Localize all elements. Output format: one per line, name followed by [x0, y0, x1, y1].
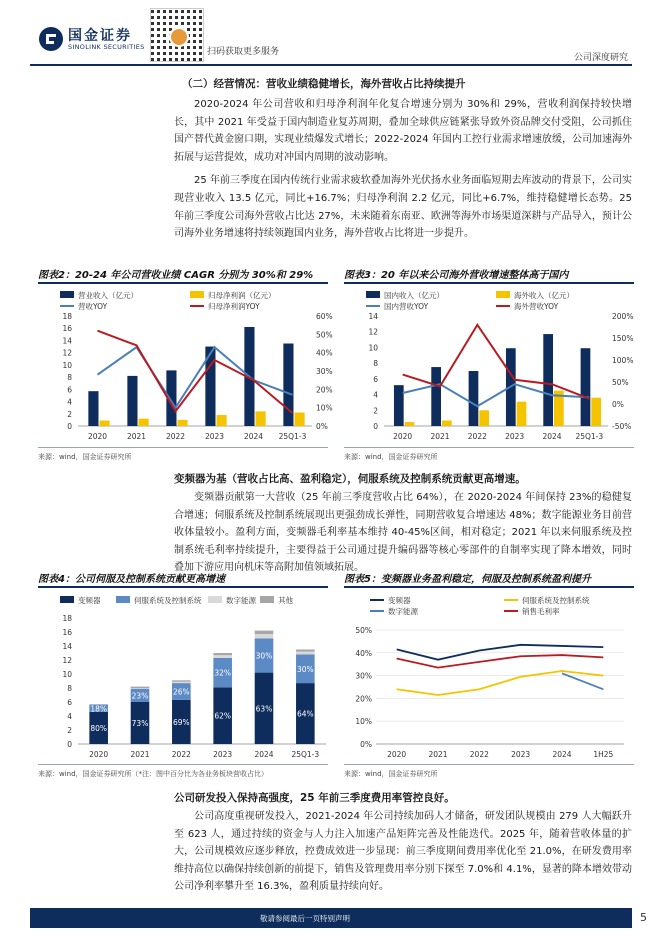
data-label: 26%: [172, 687, 190, 697]
data-label: 63%: [255, 704, 273, 714]
y2-tick-label: 0%: [316, 422, 328, 431]
page-number: 5: [640, 911, 647, 924]
x-tick-label: 2020: [387, 750, 407, 759]
x-tick-label: 1H25: [593, 750, 614, 759]
legend-label: 国内营收YOY: [384, 302, 429, 311]
series-line: [397, 671, 604, 695]
legend-swatch: [190, 291, 204, 298]
legend-swatch: [496, 291, 510, 298]
figure-source: 来源：wind，国金证券研究所: [344, 453, 438, 461]
series-line: [98, 347, 293, 408]
y2-tick-label: 150%: [612, 334, 634, 343]
legend-swatch: [60, 596, 74, 603]
legend-label: 海外收入（亿元）: [514, 291, 574, 300]
legend-label: 归母净利润YOY: [208, 302, 260, 311]
brand-logo: [38, 26, 64, 52]
paragraph: 变频器贡献第一大营收（25 年前三季度营收占比 64%），在 2020-2024 年间保持 23%的稳健复合增速；伺服系统及控制系统展现出更强劲成长弹性，同期营收复合增速达 48%；数字能源业务目前营收体量较小。盈利方面，变频器毛利率基本维持 40-45%区间，相对稳定；2021 年以来伺服系统及控制系统毛利率持续提升，主要得益于公司通过提升编码器等核心零部件的自制率实现了降本增效，同时叠加下游应用向机床等高附加值领域拓展。: [174, 492, 632, 574]
bar: [442, 421, 452, 427]
y-tick-label: 2: [67, 726, 72, 735]
y-tick-label: 16: [62, 628, 72, 637]
y2-tick-label: 30%: [316, 367, 333, 376]
legend-label: 国内收入（亿元）: [384, 291, 444, 300]
legend-swatch: [60, 291, 74, 298]
y-tick-label: 12: [62, 656, 72, 665]
bar: [517, 402, 527, 426]
legend-label: 海外营收YOY: [514, 302, 559, 311]
y-tick-label: 30%: [355, 671, 372, 681]
x-tick-label: 2024: [542, 432, 562, 441]
figure-bottom-rule: [38, 447, 328, 448]
chart-fig4: [38, 590, 338, 762]
y2-tick-label: 10%: [316, 403, 333, 413]
section-body: [174, 808, 632, 902]
legend-label: 营收YOY: [78, 302, 108, 311]
paragraph: 2020-2024 年公司营收和归母净利润年化复合增速分别为 30%和 29%，营收利润保持较快增长，其中 2021 年受益于国内制造业复苏周期，叠加全球供应链紧张导致外资品牌交付受阻，公司抓住国产替代黄金窗口期，实现业绩爆发式增长；2022-2024 年国内工控行业需求增速放缓，公司加速海外拓展与运营提效，成功对冲国内周期的波动影响。: [174, 99, 632, 163]
stacked-bar-segment: [296, 652, 315, 655]
y-tick-label: 2: [373, 406, 378, 416]
legend-swatch: [116, 596, 130, 603]
data-label: 80%: [90, 723, 108, 733]
x-tick-label: 2024: [243, 432, 264, 441]
x-tick-label: 2022: [171, 750, 191, 759]
section-heading: 变频器为基（营收占比高、盈利稳定），伺服系统及控制系统贡献更高增速。: [174, 473, 526, 485]
y-tick-label: 8: [373, 359, 378, 369]
report-type: 公司深度研究: [574, 53, 629, 63]
data-label: 73%: [131, 719, 149, 728]
figure-title: 图表5：变频器业务盈利稳定，伺服及控制系统盈利提升: [344, 574, 591, 585]
legend-swatch: [366, 291, 380, 298]
y-tick-label: 10: [368, 343, 378, 353]
figure-title: 图表2：20-24 年公司营收业绩 CAGR 分别为 30%和 29%: [38, 270, 314, 281]
bar: [469, 371, 479, 426]
section-body: [174, 489, 632, 583]
data-label: 64%: [296, 709, 314, 719]
y-tick-label: 16: [62, 324, 72, 334]
stacked-bar-segment: [131, 687, 150, 688]
stacked-bar-segment: [255, 634, 274, 638]
bar: [217, 415, 227, 426]
y-tick-label: 12: [368, 327, 378, 337]
y-tick-label: 12: [62, 348, 72, 358]
x-tick-label: 2023: [204, 432, 225, 441]
x-tick-label: 2020: [89, 750, 109, 759]
x-tick-label: 2022: [469, 750, 489, 759]
bar: [100, 421, 110, 427]
y-tick-label: 8: [67, 373, 72, 383]
stacked-bar-segment: [131, 688, 150, 689]
chart-fig3: [344, 286, 644, 444]
x-tick-label: 2024: [254, 750, 274, 759]
figure-rule: [38, 282, 328, 284]
data-label: 30%: [296, 664, 314, 674]
legend-label: 变频器: [388, 596, 411, 605]
figure-title: 图表3：20 年以来公司海外营收增速整体高于国内: [344, 270, 569, 281]
y-tick-label: 14: [62, 642, 72, 651]
y-tick-label: 20%: [355, 694, 372, 704]
figure-bottom-rule: [344, 764, 634, 765]
x-tick-label: 2021: [428, 750, 448, 759]
y-tick-label: 14: [62, 336, 72, 346]
legend-swatch: [208, 596, 222, 603]
legend-label: 其他: [278, 596, 293, 605]
y-tick-label: 8: [67, 684, 72, 693]
qr-code[interactable]: [150, 8, 204, 62]
y-tick-label: 14: [368, 312, 378, 321]
header-rule: [30, 64, 632, 66]
y-tick-label: 50%: [355, 626, 372, 635]
chart-fig2: [38, 286, 338, 444]
figure-rule: [344, 282, 634, 284]
legend-label: 数字能源: [226, 596, 256, 605]
x-tick-label: 25Q1-3: [278, 432, 307, 441]
data-label: 23%: [131, 691, 149, 701]
y2-tick-label: 100%: [612, 356, 634, 365]
y-tick-label: 4: [373, 390, 378, 400]
bar: [479, 410, 489, 426]
data-label: 18%: [90, 704, 108, 714]
x-tick-label: 2022: [165, 432, 186, 441]
y2-tick-label: 50%: [316, 330, 333, 340]
y2-tick-label: 0%: [612, 400, 624, 409]
y-tick-label: 10: [62, 360, 72, 370]
x-tick-label: 2020: [393, 432, 413, 441]
bar: [295, 413, 305, 426]
y-tick-label: 6: [67, 698, 72, 707]
legend-label: 营业收入（亿元）: [78, 291, 138, 300]
stacked-bar-segment: [255, 631, 274, 635]
data-label: 62%: [214, 711, 232, 721]
footer-disclaimer: 敬请参阅最后一页特别声明: [260, 914, 350, 923]
series-line: [397, 645, 604, 660]
x-tick-label: 2022: [467, 432, 487, 441]
bar: [127, 376, 137, 426]
chart-fig5: [344, 590, 634, 762]
x-tick-label: 25Q1-3: [575, 432, 604, 441]
y2-tick-label: -50%: [612, 422, 632, 431]
figure-title: 图表4：公司伺服及控制系统贡献更高增速: [38, 574, 225, 585]
bar: [394, 385, 404, 426]
legend-swatch: [260, 596, 274, 603]
paragraph: 公司高度重视研发投入，2021-2024 年公司持续加码人才储备，研发团队规模由 279 人大幅跃升至 623 人，通过持续的资金与人力注入加速产品矩阵完善及性能迭代。2025 年，随着营收体量的扩大，公司规模效应逐步释放，控费成效进一步显现：前三季度期间费用率优化至 21.0%，在研发费用率维持高位以确保持续创新的前提下，销售及管理费用率分别下探至 7.0%和 4.1%，显著的降本增效带动公司净利率攀升至 16.3%，盈利质量持续向好。: [174, 811, 632, 893]
figure-bottom-rule: [344, 447, 634, 448]
y-tick-label: 10: [62, 670, 72, 679]
y-tick-label: 40%: [355, 648, 372, 658]
section-heading: （二）经营情况：营收业绩稳健增长，海外营收占比持续提升: [182, 78, 466, 90]
y-tick-label: 4: [67, 397, 72, 407]
x-tick-label: 2020: [87, 432, 108, 441]
y2-tick-label: 20%: [316, 385, 333, 395]
y-tick-label: 10%: [355, 717, 372, 727]
bar: [178, 420, 188, 426]
x-tick-label: 25Q1-3: [291, 750, 320, 759]
y2-tick-label: 50%: [612, 378, 629, 387]
x-tick-label: 2021: [430, 432, 450, 441]
stacked-bar-segment: [213, 653, 232, 655]
brand-name-cn: 国金证券: [68, 28, 132, 44]
y-tick-label: 6: [67, 385, 72, 395]
figure-source: 来源：wind，国金证券研究所（*注：图中百分比为各业务板块营收占比）: [38, 770, 269, 778]
stacked-bar-segment: [296, 650, 315, 652]
y-tick-label: 18: [62, 312, 72, 321]
data-label: 30%: [255, 651, 273, 661]
paragraph: 25 年前三季度在国内传统行业需求疲软叠加海外光伏扬水业务面临短期去库波动的背景下，公司实现营业收入 13.5 亿元，同比+16.7%；归母净利润 2.2 亿元，同比+6.7%，维持稳健增长态势。25 年前三季度公司海外营收占比达 27%，未来随着东南亚、欧洲等海外市场渠道深耕与产品导入，预计公司海外业务增速将持续领跑国内业务，海外营收占比将进一步提升。: [174, 175, 632, 240]
legend-label: 伺服系统及控制系统: [522, 596, 590, 605]
y2-tick-label: 60%: [316, 312, 333, 321]
y2-tick-label: 200%: [612, 312, 634, 321]
x-tick-label: 2021: [130, 750, 150, 759]
stacked-bar-segment: [89, 704, 108, 705]
figure-rule: [38, 586, 328, 588]
y-tick-label: 0: [373, 422, 378, 431]
legend-label: 伺服系统及控制系统: [134, 596, 202, 605]
figure-rule: [344, 586, 634, 588]
legend-label: 销售毛利率: [522, 607, 560, 616]
y2-tick-label: 40%: [316, 348, 333, 358]
section-heading: 公司研发投入保持高强度，25 年前三季度费用率管控良好。: [174, 792, 455, 804]
logo-mark-icon: [38, 26, 64, 52]
y-tick-label: 0: [67, 422, 72, 431]
section-body: [174, 96, 632, 249]
figure-source: 来源：wind，国金证券研究所: [38, 453, 132, 461]
y-tick-label: 0: [67, 740, 72, 749]
series-line: [98, 331, 293, 414]
legend-label: 归母净利润（亿元）: [208, 291, 276, 300]
figure-source: 来源：wind，国金证券研究所: [344, 770, 438, 778]
x-tick-label: 2023: [213, 750, 233, 759]
bar: [581, 348, 591, 426]
y-tick-label: 6: [373, 374, 378, 384]
x-tick-label: 2024: [552, 750, 572, 759]
bar: [139, 419, 149, 426]
y-tick-label: 18: [62, 614, 72, 623]
bar: [591, 398, 601, 426]
y-tick-label: 4: [67, 712, 72, 721]
stacked-bar-segment: [172, 682, 191, 683]
y-tick-label: 2: [67, 409, 72, 419]
stacked-bar-segment: [172, 680, 191, 681]
bar: [405, 422, 415, 426]
bar: [431, 367, 441, 426]
brand-name-en: SINOLINK SECURITIES: [68, 43, 145, 51]
data-label: 32%: [214, 668, 232, 678]
legend-label: 数字能源: [388, 607, 418, 616]
bar: [256, 411, 266, 426]
figure-bottom-rule: [38, 764, 328, 765]
bar: [543, 334, 553, 426]
x-tick-label: 2023: [505, 432, 525, 441]
x-tick-label: 2021: [126, 432, 147, 441]
y-tick-label: 0%: [360, 740, 372, 749]
x-tick-label: 2023: [511, 750, 531, 759]
data-label: 69%: [172, 717, 190, 727]
qr-caption: 扫码获取更多服务: [207, 47, 280, 57]
stacked-bar-segment: [213, 655, 232, 658]
qr-center-logo: [169, 27, 189, 47]
series-line: [403, 325, 590, 399]
bar: [88, 391, 98, 426]
legend-label: 变频器: [78, 596, 101, 605]
